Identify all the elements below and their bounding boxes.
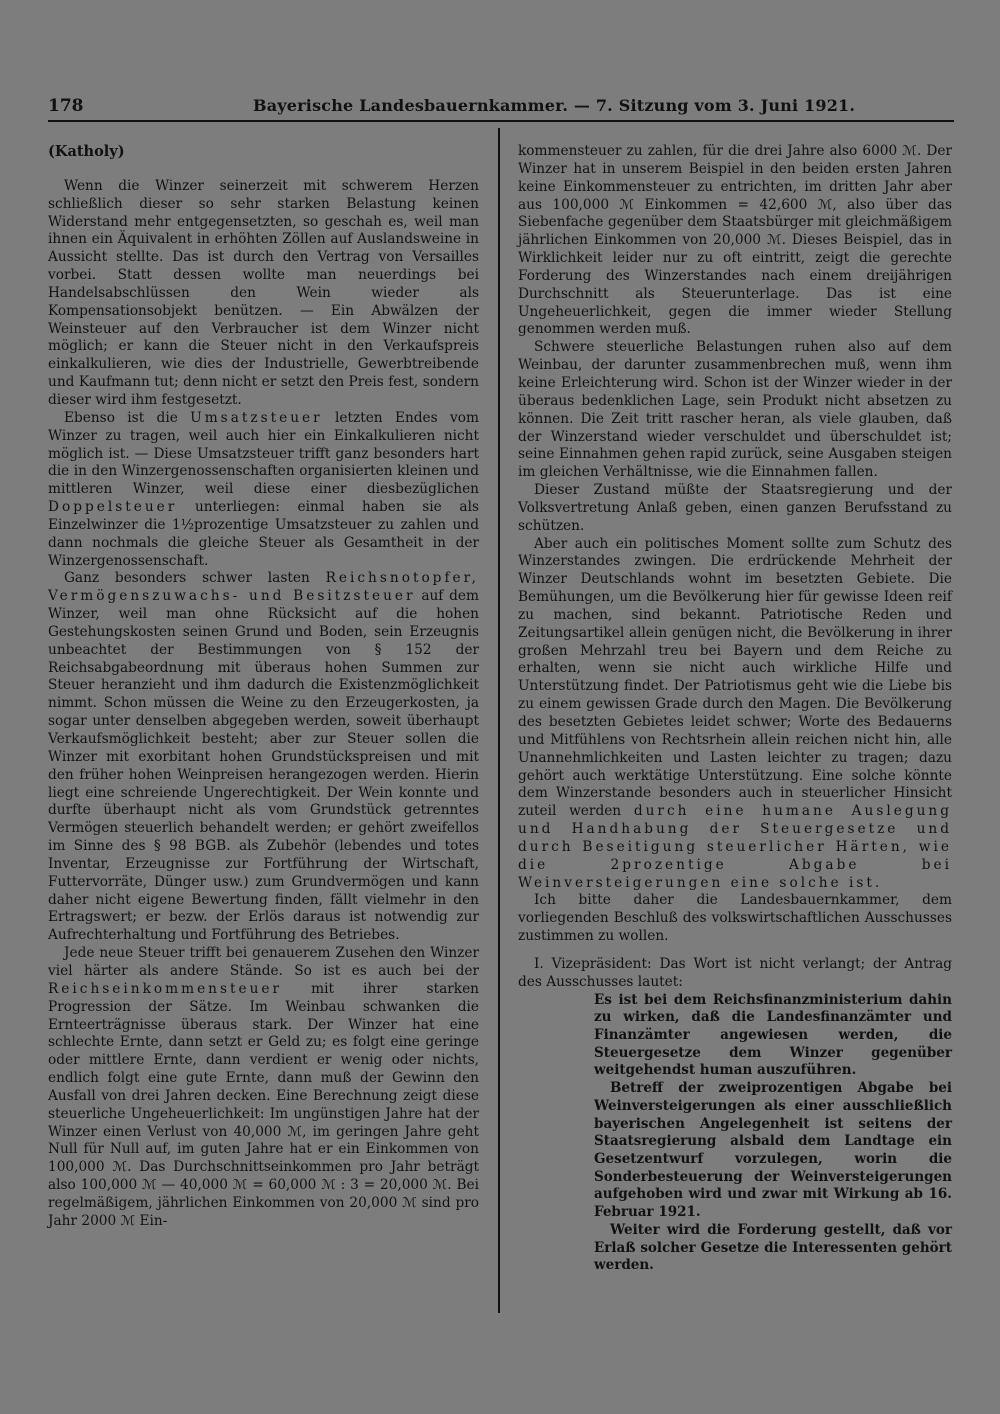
paragraph: Aber auch ein politisches Moment sollte zum Schutz des Winzerstandes zwingen. Die erdrückende Mehrheit der Winzer Deutschlands wohnt im besetzten Gebiete. Die Bemühungen, um die Bevölkerung hier für gewisse Ideen reif zu machen, sind bekannt. Patriotische Reden und Zeitungsartikel allein genügen nicht, die Bevölkerung in ihrer großen Mehrzahl treu bei Bayern und dem Reiche zu erhalten, wenn sie nicht auch wirkliche Hilfe und Unterstützung findet. Der Patriotismus geht wie die Liebe bis zu einem gewissen Grade durch den Magen. Die Bevölkerung des besetzten Gebietes leidet schwer; Worte des Bedauerns und Mitfühlens von Rechtsrhein allein reichen nicht hin, alle Unannehmlichkeiten und Lasten leichter zu tragen; dazu gehört auch werktätige Unterstützung. Eine solche könnte dem Winzerstande besonders auch in steuerlicher Hinsicht zuteil werden durch eine humane Auslegung und Handhabung der Steuergesetze und durch Beseitigung steuerlicher Härten, wie die 2prozentige Abgabe bei Weinversteigerungen eine solche ist.	[518, 535, 953, 891]
paragraph: Ebenso ist die Umsatzsteuer letzten Endes vom Winzer zu tragen, weil auch hier ein Einkalkulieren nicht möglich ist. — Diese Umsatzsteuer trifft ganz besonders hart die in den Winzergenossenschaften organisierten kleinen und mittleren Winzer, weil diese einer diesbezüglichen Doppelsteuer unterliegen: einmal haben sie als Einzelwinzer die 1½prozentige Umsatzsteuer zu zahlen und dann nochmals die gleiche Steuer als Gesamtheit in der Winzergenossenschaft.	[48, 409, 479, 569]
paragraph: Dieser Zustand müßte der Staatsregierung und der Volksvertretung Anlaß geben, einen ganzen Berufsstand zu schützen.	[518, 482, 952, 534]
page-number: 178	[48, 96, 84, 116]
header-rule	[48, 120, 954, 122]
speaker-name: (Katholy)	[48, 143, 125, 160]
paragraph: Schwere steuerliche Belastungen ruhen also auf dem Weinbau, der darunter zusammenbrechen muß, wenn ihm keine Erleichterung wird. Schon ist der Winzer wieder in der überaus bedenklichen Lage, sein Produkt nicht absetzen zu können. Die Zeit tritt rascher heran, als viele glauben, daß der Winzerstand wieder verschuldet und überschuldet ist; seine Einnahmen gehen rapid zurück, seine Ausgaben steigen im gleichen Verhältnisse, wie die Einnahmen fallen.	[518, 339, 952, 481]
motion-text	[594, 992, 952, 1275]
column-divider	[498, 128, 500, 1313]
paragraph: Ganz besonders schwer lasten Reichsnotopfer, Vermögenszuwachs- und Besitzsteuer auf dem Winzer, weil man ohne Rücksicht auf die hohen Gestehungskosten seinen Grund und Boden, sein Erzeugnis unbeachtet der Bestimmungen von § 152 der Reichsabgabeordnung mit überaus hohen Summen zur Steuer heranzieht und ihm dadurch die Existenzmöglichkeit nimmt. Schon müssen die Weine zu den Erzeugerkosten, ja sogar unter denselben abgegeben werden, soweit überhaupt Verkaufsmöglichkeit besteht; aber zur Steuer sollen die Winzer mit exorbitant hohen Grundstückspreisen und mit den früher hohen Weinpreisen herangezogen werden. Hierin liegt eine schreiende Ungerechtigkeit. Der Wein konnte und durfte überhaupt nicht als vom Grundstück getrenntes Vermögen steuerlich behandelt werden; er gehört zweifellos im Sinne des § 98 BGB. als Zubehör (lebendes und totes Inventar, Erzeugnisse zur Fortführung der Wirtschaft, Futtervorräte, Dünger usw.) zum Grundvermögen und kann daher nicht eigene Bewertung finden, fällt vielmehr in den Ertragswert; er bezw. der Erlös daraus ist notwendig zur Aufrechterhaltung und Fortführung des Betriebes.	[48, 570, 479, 944]
emphasis: durch eine humane Auslegung und Handhabung der Steuergesetze und durch Beseitigung steuerlicher Härten, wie die 2prozentige Abgabe bei Weinversteigerungen eine solche ist.	[518, 803, 953, 891]
motion-paragraph: Weiter wird die Forderung gestellt, daß vor Erlaß solcher Gesetze die Interessenten gehört werden.	[594, 1221, 952, 1274]
left-column	[48, 143, 479, 1231]
page-header	[48, 96, 953, 120]
emphasis: Reichsnotopfer, Vermögenszuwachs- und Besitzsteuer	[48, 570, 479, 605]
motion-paragraph: Betreff der zweiprozentigen Abgabe bei Weinversteigerungen als einer ausschließlich bayerischen Angelegenheit ist seitens der Staatsregierung alsbald dem Landtage ein Gesetzentwurf vorzulegen, worin die Sonderbesteuerung der Weinversteigerungen aufgehoben wird und zwar mit Wirkung ab 16. Februar 1921.	[594, 1080, 952, 1221]
emphasis: Reichseinkommensteuer	[48, 980, 283, 997]
paragraph: Wenn die Winzer seinerzeit mit schwerem Herzen schließlich dieser so sehr starken Belastung keinen Widerstand mehr entgegensetzten, so geschah es, weil man ihnen ein Äquivalent in erhöhten Zöllen auf Auslandsweine in Aussicht stellte. Das ist durch den Vertrag von Versailles vorbei. Statt dessen wollte man neuerdings bei Handelsabschlüssen den Wein wieder als Kompensationsobjekt benützen. — Ein Abwälzen der Weinsteuer auf den Verbraucher ist dem Winzer nicht möglich; er kann die Steuer nicht in den Verkaufspreis einkalkulieren, wie dies der Industrielle, Gewerbtreibende und Kaufmann tut; denn nicht er setzt den Preis fest, sondern dieser wird ihm festgesetzt.	[48, 177, 479, 408]
running-head: Bayerische Landesbauernkammer. — 7. Sitzung vom 3. Juni 1921.	[253, 96, 856, 115]
president-statement: I. Vizepräsident: Das Wort ist nicht verlangt; der Antrag des Ausschusses lautet:	[518, 955, 952, 990]
paragraph: kommensteuer zu zahlen, für die drei Jahre also 6000 ℳ. Der Winzer hat in unserem Beispiel in den beiden ersten Jahren keine Einkommensteuer zu entrichten, im dritten Jahr aber aus 100,000 ℳ Einkommen = 42,600 ℳ, also über das Siebenfache gegenüber dem Staatsbürger mit gleichmäßigem jährlichen Einkommen von 20,000 ℳ. Dieses Beispiel, das in Wirklichkeit leider nur zu oft eintritt, zeigt die gerechte Forderung des Winzerstandes nach einem dreijährigen Durchschnitt als Steuerunterlage. Das ist eine Ungeheuerlichkeit, gegen die immer wieder Stellung genommen werden muß.	[518, 143, 952, 338]
paragraph: Jede neue Steuer trifft bei genauerem Zusehen den Winzer viel härter als andere Stände. So ist es auch bei der Reichseinkommensteuer mit ihrer starken Progression der Sätze. Im Weinbau schwanken die Ernteerträgnisse überaus stark. Der Winzer hat eine schlechte Ernte, dann setzt er Geld zu; es folgt eine geringe oder mittlere Ernte, dann verdient er wenig oder nichts, endlich folgt eine gute Ernte, dann muß der Gewinn den Ausfall von drei Jahren decken. Eine Berechnung zeigt diese steuerliche Ungeheuerlichkeit: Im ungünstigen Jahre hat der Winzer einen Verlust von 40,000 ℳ, im geringen Jahre geht Null für Null auf, im guten Jahre hat er ein Einkommen von 100,000 ℳ. Das Durchschnittseinkommen pro Jahr beträgt also 100,000 ℳ — 40,000 ℳ = 60,000 ℳ : 3 = 20,000 ℳ. Bei regelmäßigem, jährlichen Einkommen von 20,000 ℳ sind pro Jahr 2000 ℳ Ein-	[48, 945, 479, 1229]
emphasis: Umsatzsteuer	[190, 409, 323, 426]
right-column	[518, 143, 952, 1275]
emphasis: Doppelsteuer	[48, 499, 178, 516]
motion-paragraph: Es ist bei dem Reichsfinanzministerium dahin zu wirken, daß die Landesfinanzämter und Finanzämter angewiesen werden, die Steuergesetze dem Winzer gegenüber weitgehendst human auszuführen.	[594, 991, 952, 1079]
spacer	[518, 946, 952, 956]
paragraph: Ich bitte daher die Landesbauernkammer, dem vorliegenden Beschluß des volkswirtschaftlichen Ausschusses zustimmen zu wollen.	[518, 892, 952, 945]
